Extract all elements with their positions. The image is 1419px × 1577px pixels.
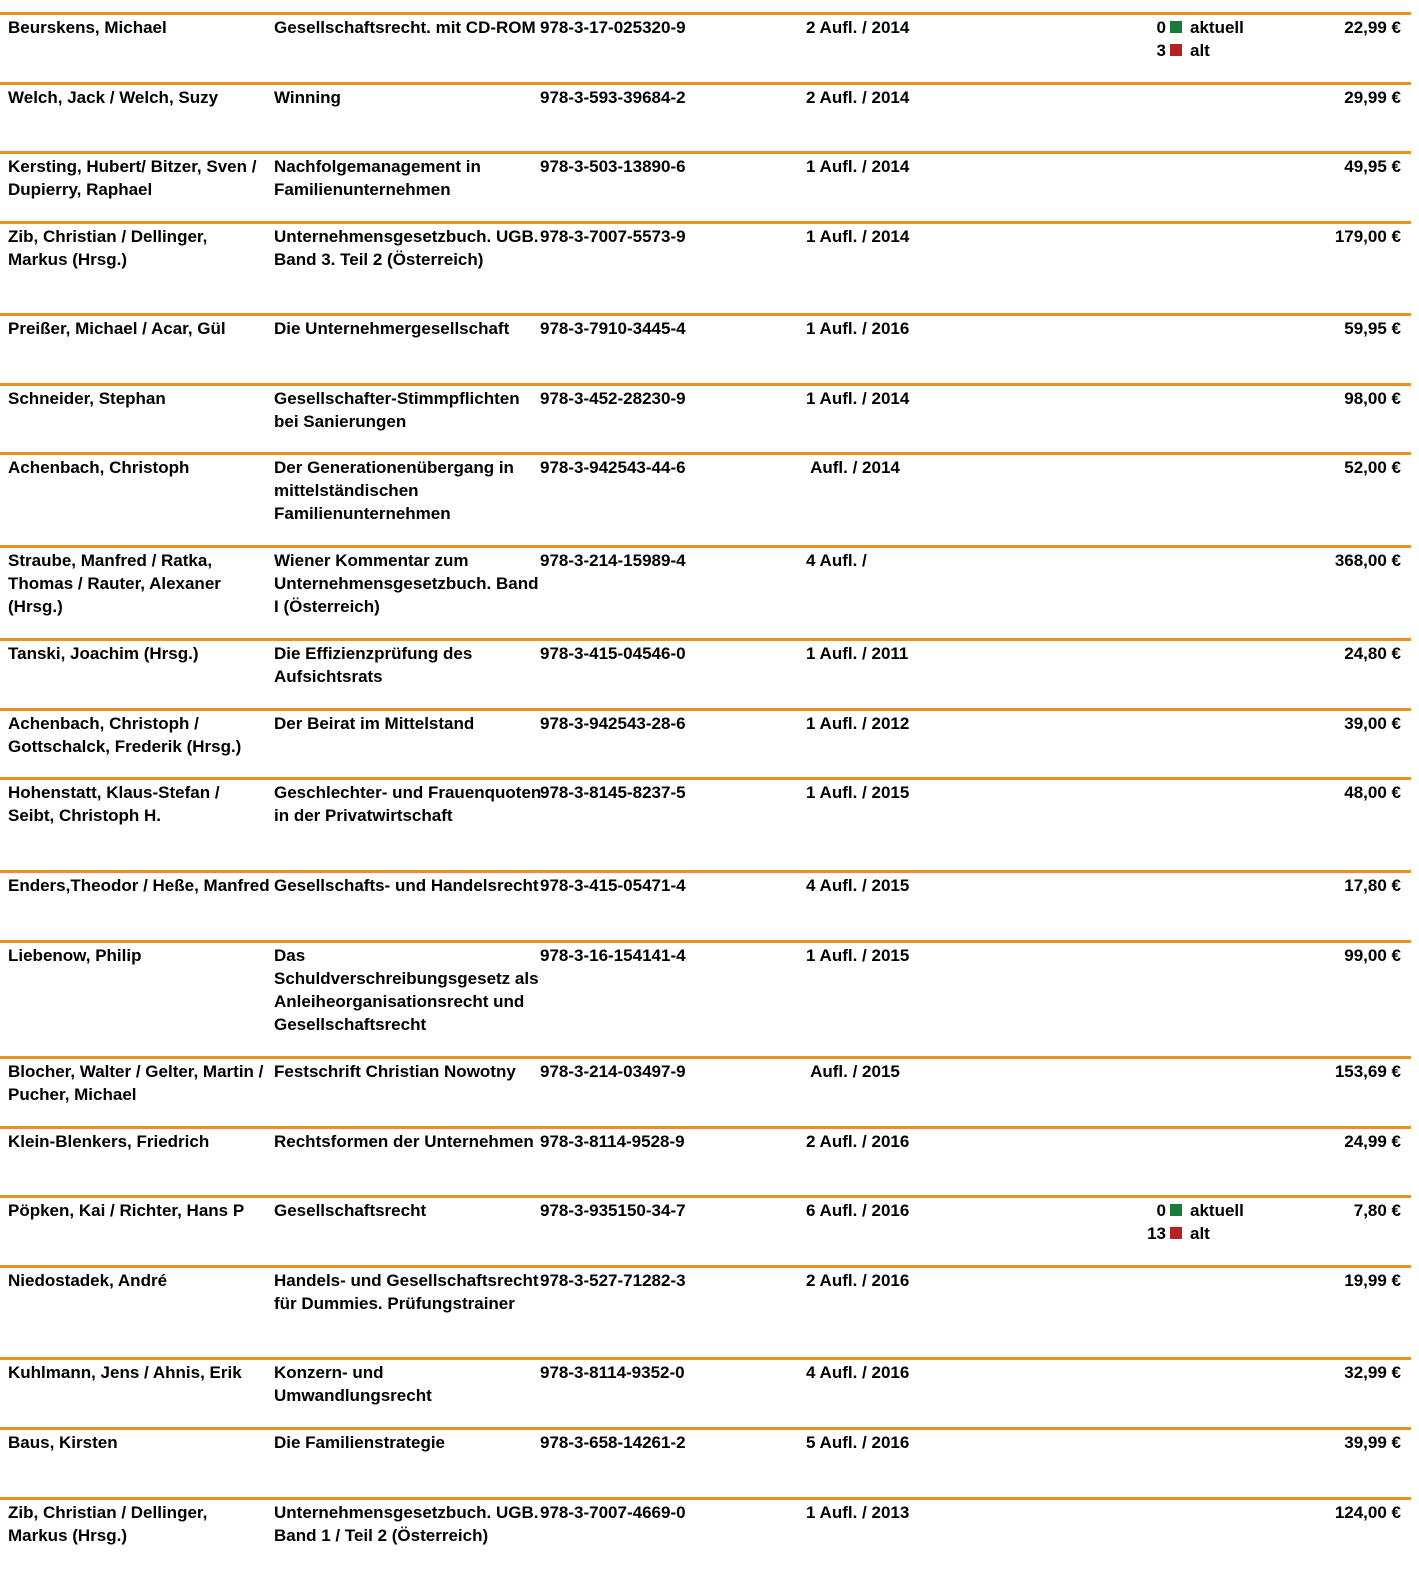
author-cell: Welch, Jack / Welch, Suzy <box>8 88 219 107</box>
book-row <box>0 1427 1411 1497</box>
stock-label: aktuell <box>1190 1201 1244 1220</box>
book-row <box>0 940 1411 1056</box>
author-cell: Liebenow, Philip <box>8 946 142 965</box>
author-cell: Preißer, Michael / Acar, Gül <box>8 319 226 338</box>
isbn-cell: 978-3-503-13890-6 <box>540 157 686 176</box>
stock-label: aktuell <box>1190 18 1244 37</box>
title-cell: Wiener Kommentar zum Unternehmensgesetzbuch. Band I (Österreich) <box>274 551 539 616</box>
book-row <box>0 1357 1411 1427</box>
price-cell: 24,80 € <box>1344 644 1401 663</box>
isbn-cell: 978-3-7007-5573-9 <box>540 227 686 246</box>
isbn-cell: 978-3-7007-4669-0 <box>540 1503 686 1522</box>
price-cell: 49,95 € <box>1344 157 1401 176</box>
title-cell: Das Schuldverschreibungsgesetz als Anleiheorganisationsrecht und Gesellschaftsrecht <box>274 946 539 1034</box>
book-row <box>0 1265 1411 1357</box>
price-cell: 17,80 € <box>1344 876 1401 895</box>
price-cell: 7,80 € <box>1353 1201 1401 1220</box>
isbn-cell: 978-3-942543-44-6 <box>540 458 686 477</box>
book-row <box>0 313 1411 383</box>
title-cell: Geschlechter- und Frauenquoten in der Privatwirtschaft <box>274 783 542 825</box>
title-cell: Unternehmensgesetzbuch. UGB. Band 1 / Teil 2 (Österreich) <box>274 1503 539 1545</box>
edition-cell: 1 Aufl. / 2014 <box>806 227 910 246</box>
status-old-square-icon <box>1170 44 1182 56</box>
author-cell: Beurskens, Michael <box>8 18 167 37</box>
stock-label: alt <box>1190 1224 1210 1243</box>
title-cell: Der Beirat im Mittelstand <box>274 714 475 733</box>
title-cell: Der Generationenübergang in mittelständischen Familienunternehmen <box>274 458 514 523</box>
book-row <box>0 1126 1411 1195</box>
title-cell: Handels- und Gesellschaftsrecht für Dummies. Prüfungstrainer <box>274 1271 539 1313</box>
edition-cell: 1 Aufl. / 2011 <box>806 644 909 663</box>
stock-cell <box>1064 16 1244 62</box>
edition-cell: Aufl. / 2015 <box>806 1062 900 1081</box>
author-cell: Hohenstatt, Klaus-Stefan / Seibt, Christoph H. <box>8 783 220 825</box>
stock-count: 3 <box>1156 41 1166 60</box>
status-current-square-icon <box>1170 1204 1182 1216</box>
price-cell: 22,99 € <box>1344 18 1401 37</box>
stock-line-current <box>1064 16 1244 39</box>
isbn-cell: 978-3-17-025320-9 <box>540 18 686 37</box>
price-cell: 29,99 € <box>1344 88 1401 107</box>
price-cell: 39,00 € <box>1344 714 1401 733</box>
edition-cell: Aufl. / 2014 <box>806 458 900 477</box>
isbn-cell: 978-3-527-71282-3 <box>540 1271 686 1290</box>
book-row <box>0 151 1411 221</box>
price-cell: 99,00 € <box>1344 946 1401 965</box>
title-cell: Gesellschaftsrecht <box>274 1201 427 1220</box>
stock-label: alt <box>1190 41 1210 60</box>
edition-cell: 2 Aufl. / 2016 <box>806 1132 910 1151</box>
author-cell: Baus, Kirsten <box>8 1433 118 1452</box>
price-cell: 19,99 € <box>1344 1271 1401 1290</box>
price-cell: 98,00 € <box>1344 389 1401 408</box>
title-cell: Rechtsformen der Unternehmen <box>274 1132 534 1151</box>
price-cell: 368,00 € <box>1334 551 1401 570</box>
book-row <box>0 452 1411 545</box>
isbn-cell: 978-3-415-04546-0 <box>540 644 686 663</box>
price-cell: 179,00 € <box>1334 227 1401 246</box>
book-row <box>0 12 1411 82</box>
isbn-cell: 978-3-214-03497-9 <box>540 1062 686 1081</box>
price-cell: 52,00 € <box>1344 458 1401 477</box>
book-row <box>0 1056 1411 1126</box>
author-cell: Enders,Theodor / Heße, Manfred <box>8 876 270 895</box>
isbn-cell: 978-3-16-154141-4 <box>540 946 686 965</box>
stock-cell <box>1064 1199 1244 1245</box>
title-cell: Unternehmensgesetzbuch. UGB. Band 3. Teil 2 (Österreich) <box>274 227 539 269</box>
book-row <box>0 1497 1411 1577</box>
stock-count: 0 <box>1156 1201 1166 1220</box>
author-cell: Kuhlmann, Jens / Ahnis, Erik <box>8 1363 242 1382</box>
title-cell: Winning <box>274 88 341 107</box>
title-cell: Konzern- und Umwandlungsrecht <box>274 1363 432 1405</box>
title-cell: Nachfolgemanagement in Familienunternehmen <box>274 157 481 199</box>
book-row <box>0 638 1411 708</box>
status-current-square-icon <box>1170 21 1182 33</box>
edition-cell: 4 Aufl. / 2016 <box>806 1363 910 1382</box>
isbn-cell: 978-3-593-39684-2 <box>540 88 686 107</box>
price-cell: 32,99 € <box>1344 1363 1401 1382</box>
stock-line-current <box>1064 1199 1244 1222</box>
book-row <box>0 383 1411 452</box>
isbn-cell: 978-3-452-28230-9 <box>540 389 686 408</box>
stock-line-old <box>1064 1222 1244 1245</box>
price-cell: 59,95 € <box>1344 319 1401 338</box>
edition-cell: 1 Aufl. / 2014 <box>806 389 910 408</box>
price-cell: 39,99 € <box>1344 1433 1401 1452</box>
edition-cell: 2 Aufl. / 2014 <box>806 88 910 107</box>
book-row <box>0 708 1411 777</box>
edition-cell: 1 Aufl. / 2012 <box>806 714 910 733</box>
title-cell: Die Effizienzprüfung des Aufsichtsrats <box>274 644 473 686</box>
isbn-cell: 978-3-935150-34-7 <box>540 1201 686 1220</box>
isbn-cell: 978-3-7910-3445-4 <box>540 319 686 338</box>
author-cell: Klein-Blenkers, Friedrich <box>8 1132 210 1151</box>
title-cell: Gesellschafts- und Handelsrecht <box>274 876 539 895</box>
author-cell: Zib, Christian / Dellinger, Markus (Hrsg.) <box>8 1503 208 1545</box>
stock-line-old <box>1064 39 1244 62</box>
isbn-cell: 978-3-8114-9352-0 <box>540 1363 685 1382</box>
price-cell: 124,00 € <box>1334 1503 1401 1522</box>
book-row <box>0 870 1411 940</box>
edition-cell: 5 Aufl. / 2016 <box>806 1433 910 1452</box>
edition-cell: 2 Aufl. / 2014 <box>806 18 910 37</box>
title-cell: Gesellschafter-Stimmpflichten bei Sanierungen <box>274 389 520 431</box>
edition-cell: 1 Aufl. / 2015 <box>806 783 910 802</box>
price-cell: 48,00 € <box>1344 783 1401 802</box>
title-cell: Die Familienstrategie <box>274 1433 446 1452</box>
book-row <box>0 777 1411 870</box>
author-cell: Niedostadek, André <box>8 1271 168 1290</box>
isbn-cell: 978-3-658-14261-2 <box>540 1433 686 1452</box>
book-row <box>0 1195 1411 1265</box>
author-cell: Straube, Manfred / Ratka, Thomas / Rauter, Alexaner (Hrsg.) <box>8 551 221 616</box>
book-row <box>0 221 1411 313</box>
book-row <box>0 82 1411 151</box>
title-cell: Festschrift Christian Nowotny <box>274 1062 516 1081</box>
author-cell: Pöpken, Kai / Richter, Hans P <box>8 1201 245 1220</box>
edition-cell: 1 Aufl. / 2013 <box>806 1503 910 1522</box>
isbn-cell: 978-3-214-15989-4 <box>540 551 686 570</box>
author-cell: Achenbach, Christoph <box>8 458 190 477</box>
title-cell: Die Unternehmergesellschaft <box>274 319 510 338</box>
price-cell: 24,99 € <box>1344 1132 1401 1151</box>
stock-count: 13 <box>1147 1224 1166 1243</box>
edition-cell: 1 Aufl. / 2015 <box>806 946 910 965</box>
edition-cell: 2 Aufl. / 2016 <box>806 1271 910 1290</box>
price-cell: 153,69 € <box>1334 1062 1401 1081</box>
status-old-square-icon <box>1170 1227 1182 1239</box>
edition-cell: 1 Aufl. / 2014 <box>806 157 910 176</box>
stock-count: 0 <box>1156 18 1166 37</box>
isbn-cell: 978-3-415-05471-4 <box>540 876 686 895</box>
edition-cell: 4 Aufl. / 2015 <box>806 876 910 895</box>
author-cell: Achenbach, Christoph / Gottschalck, Frederik (Hrsg.) <box>8 714 242 756</box>
author-cell: Kersting, Hubert/ Bitzer, Sven / Dupierry, Raphael <box>8 157 257 199</box>
author-cell: Tanski, Joachim (Hrsg.) <box>8 644 199 663</box>
edition-cell: 1 Aufl. / 2016 <box>806 319 910 338</box>
author-cell: Blocher, Walter / Gelter, Martin / Pucher, Michael <box>8 1062 264 1104</box>
isbn-cell: 978-3-8114-9528-9 <box>540 1132 685 1151</box>
author-cell: Schneider, Stephan <box>8 389 166 408</box>
edition-cell: 4 Aufl. / <box>806 551 867 570</box>
edition-cell: 6 Aufl. / 2016 <box>806 1201 910 1220</box>
title-cell: Gesellschaftsrecht. mit CD-ROM <box>274 18 536 37</box>
isbn-cell: 978-3-942543-28-6 <box>540 714 686 733</box>
author-cell: Zib, Christian / Dellinger, Markus (Hrsg.) <box>8 227 208 269</box>
isbn-cell: 978-3-8145-8237-5 <box>540 783 686 802</box>
book-row <box>0 545 1411 638</box>
